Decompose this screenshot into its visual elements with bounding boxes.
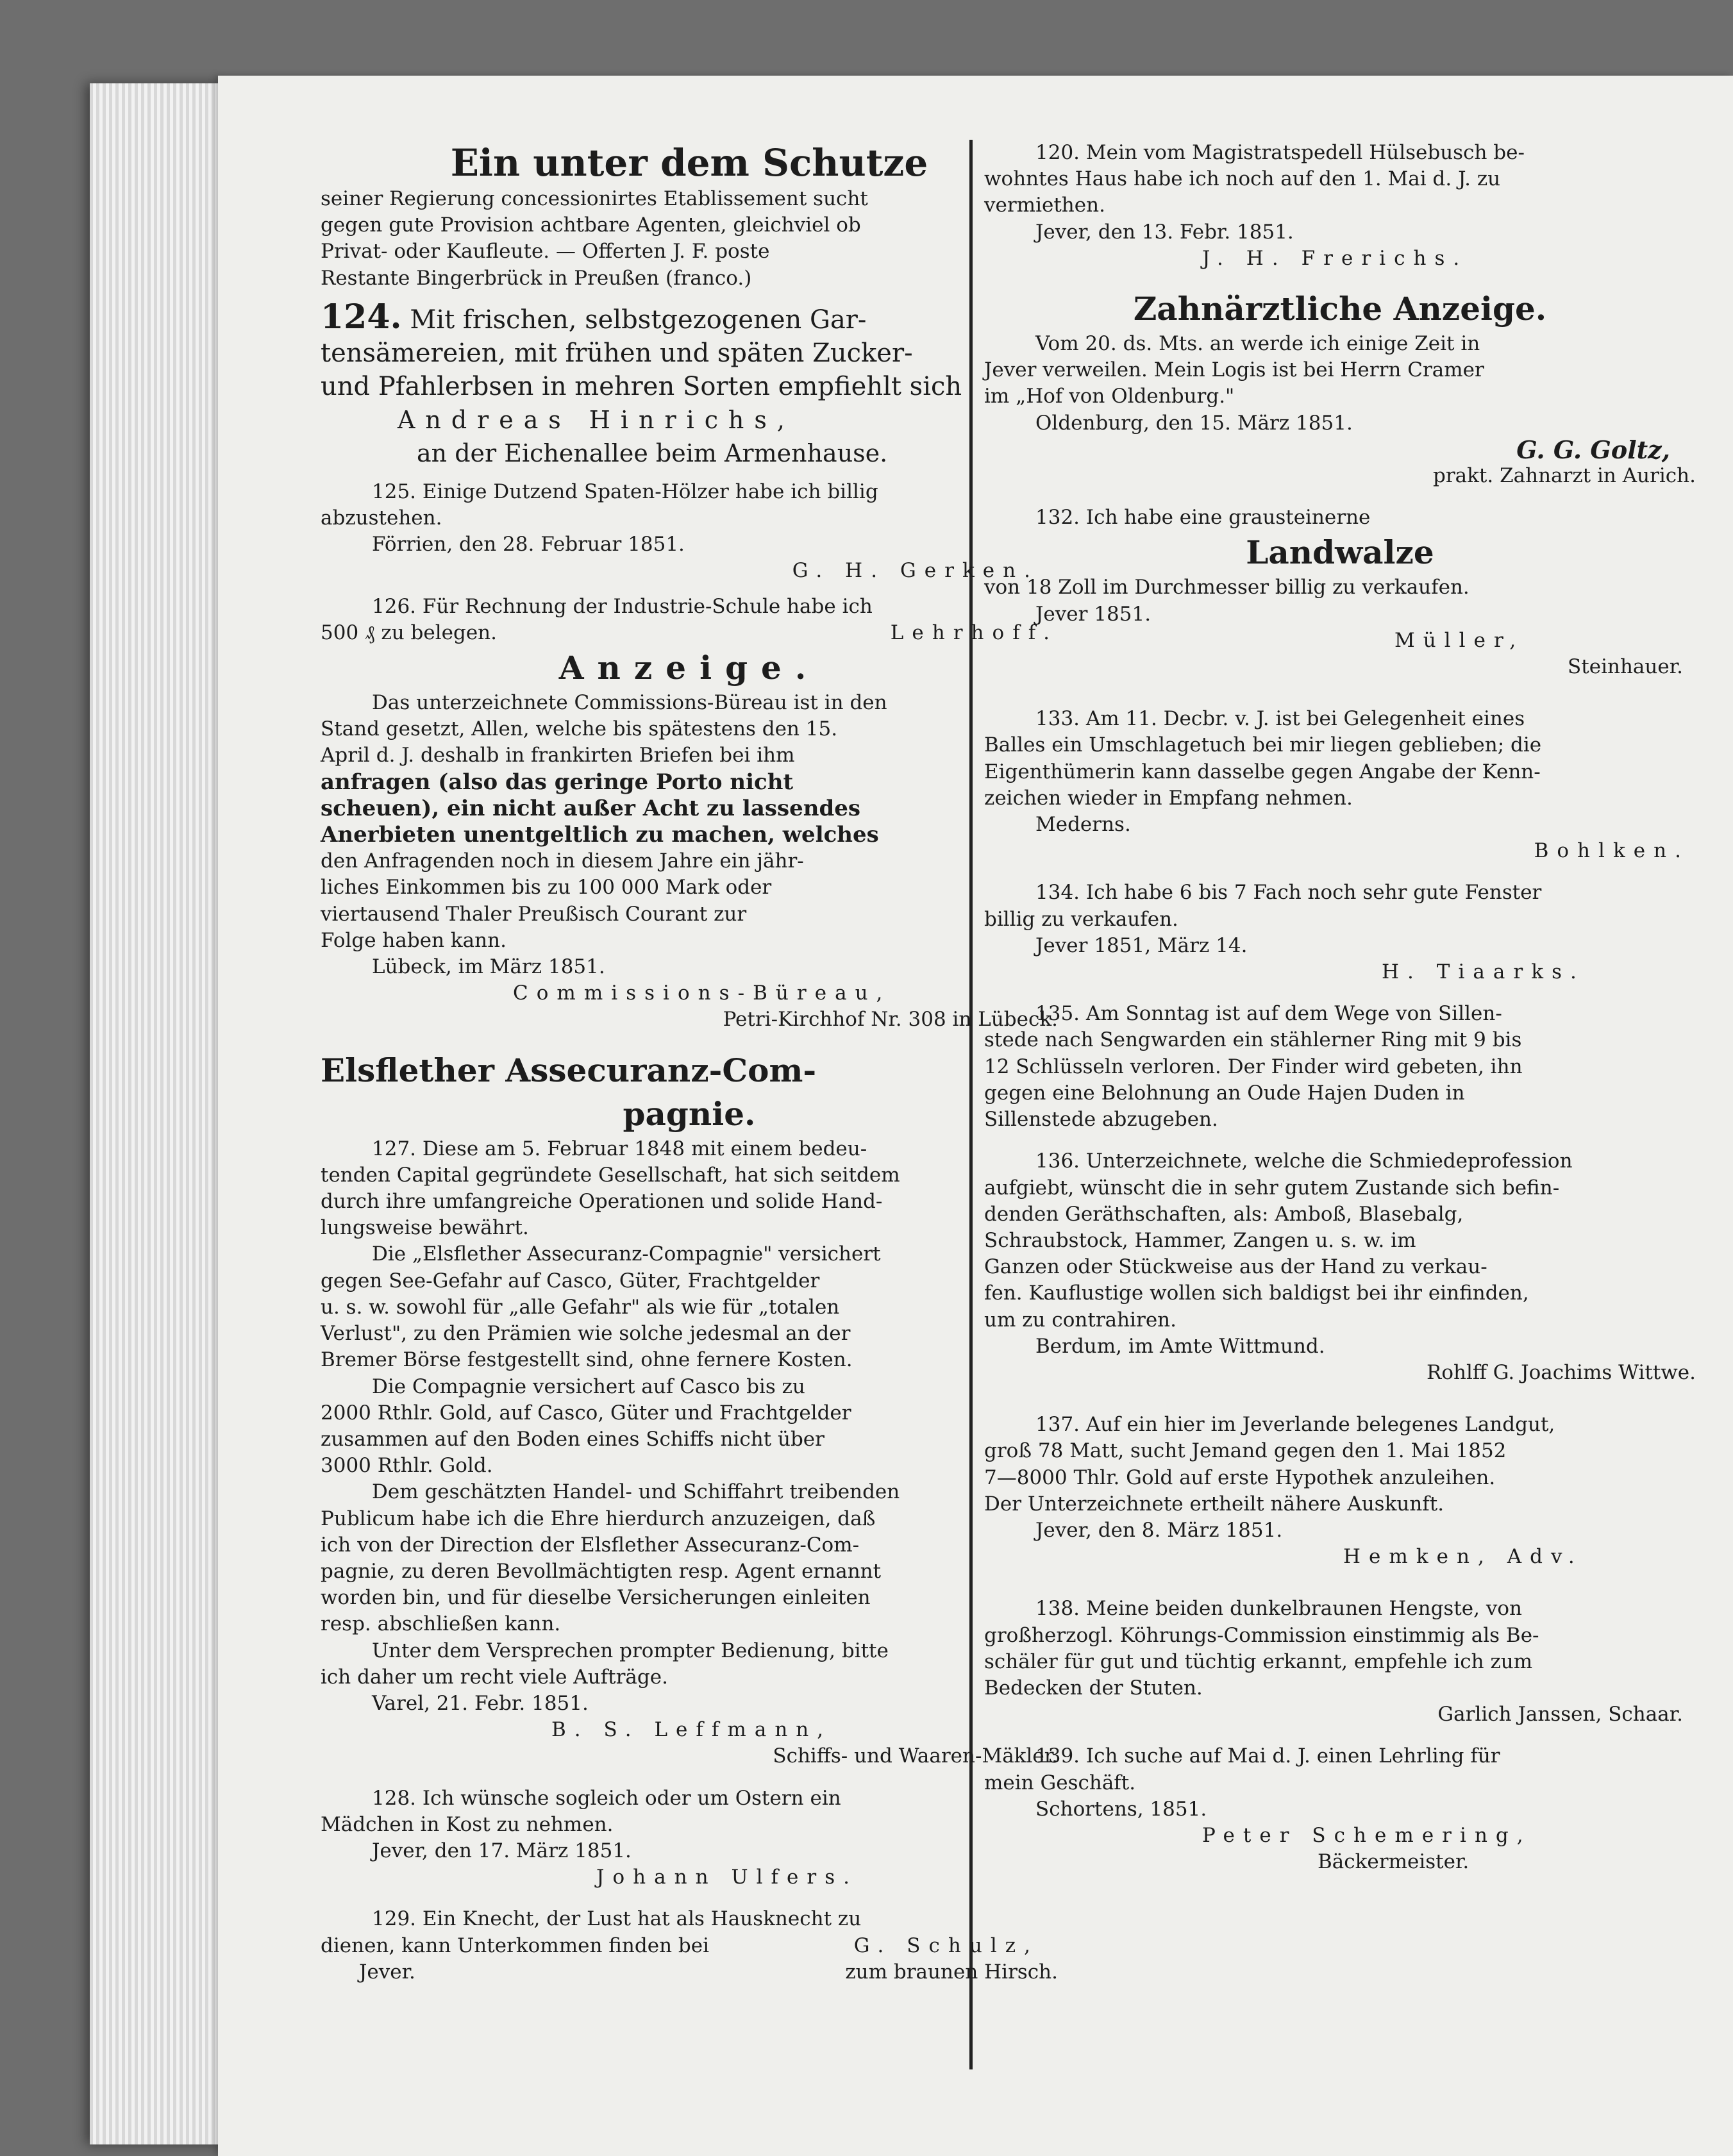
signature: Peter Schemering, xyxy=(1202,1823,1532,1847)
text-line: Stand gesetzt, Allen, welche bis spätestens den 15. xyxy=(321,717,838,741)
text-line: mein Geschäft. xyxy=(984,1771,1136,1794)
text-line: u. s. w. sowohl für „alle Gefahr" als wie für „totalen xyxy=(321,1295,840,1319)
text-line: 136. Unterzeichnete, welche die Schmiedeprofession xyxy=(1035,1149,1573,1173)
text-line: 135. Am Sonntag ist auf dem Wege von Sillen- xyxy=(1035,1002,1502,1026)
text-line: Sillenstede abzugeben. xyxy=(984,1108,1218,1132)
text-line: abzustehen. xyxy=(321,506,442,530)
text-line: billig zu verkaufen. xyxy=(984,907,1178,931)
text-line: Das unterzeichnete Commissions-Büreau ist in den xyxy=(372,691,887,715)
signature: G. G. Goltz, xyxy=(1516,435,1670,464)
text-line: Bremer Börse festgestellt sind, ohne fernere Kosten. xyxy=(321,1348,853,1372)
text-line: aufgiebt, wünscht die in sehr gutem Zustande sich befin- xyxy=(984,1176,1560,1199)
text-line: 3000 Rthlr. Gold. xyxy=(321,1454,493,1478)
text-line: Vom 20. ds. Mts. an werde ich einige Zeit in xyxy=(1035,332,1480,356)
signature-address: zum braunen Hirsch. xyxy=(845,1960,1058,1984)
text-line: 139. Ich suche auf Mai d. J. einen Lehrling für xyxy=(1035,1744,1500,1768)
text-line: gegen See-Gefahr auf Casco, Güter, Frachtgelder xyxy=(321,1269,820,1292)
text-line: tenden Capital gegründete Gesellschaft, hat sich seitdem xyxy=(321,1163,900,1187)
signature: J. H. Frerichs. xyxy=(1202,246,1468,270)
dateline: Oldenburg, den 15. März 1851. xyxy=(1035,411,1353,435)
text-line: seiner Regierung concessionirtes Etablissement sucht xyxy=(321,187,868,210)
ad-heading-zahnarzt: Zahnärztliche Anzeige. xyxy=(1133,290,1547,328)
dateline: Varel, 21. Febr. 1851. xyxy=(372,1691,589,1715)
text-line: 137. Auf ein hier im Jeverlande belegenes Landgut, xyxy=(1035,1413,1555,1437)
signature: Commissions-Büreau, xyxy=(513,982,891,1005)
right-column xyxy=(984,140,1696,1875)
dateline: Jever, den 13. Febr. 1851. xyxy=(1035,220,1294,244)
text-line: Bedecken der Stuten. xyxy=(984,1676,1203,1700)
text-line: 12 Schlüsseln verloren. Der Finder wird gebeten, ihn xyxy=(984,1055,1523,1078)
text-line: 129. Ein Knecht, der Lust hat als Hausknecht zu xyxy=(372,1907,862,1931)
text-line: Jever verweilen. Mein Logis ist bei Herrn Cramer xyxy=(984,358,1484,382)
text-line: groß 78 Matt, sucht Jemand gegen den 1. Mai 1852 xyxy=(984,1439,1507,1463)
text-line: Anerbieten unentgeltlich zu machen, welches xyxy=(321,822,879,848)
signature: Bohlken. xyxy=(1534,839,1689,863)
ad-heading-elsflether-2: pagnie. xyxy=(623,1094,756,1133)
text-line: Publicum habe ich die Ehre hierdurch anzuzeigen, daß xyxy=(321,1507,876,1530)
text-line: zeichen wieder in Empfang nehmen. xyxy=(984,786,1353,810)
ad-number: 124. xyxy=(321,297,402,337)
text-line: resp. abschließen kann. xyxy=(321,1612,561,1636)
signature: Garlich Janssen, Schaar. xyxy=(1437,1703,1683,1726)
signature: Johann Ulfers. xyxy=(596,1866,858,1889)
text-line: 120. Mein vom Magistratspedell Hülsebusch be- xyxy=(1035,141,1525,164)
text-line: um zu contrahiren. xyxy=(984,1308,1176,1332)
signature-title: Steinhauer. xyxy=(1568,655,1683,679)
text-line: zusammen auf den Boden eines Schiffs nicht über xyxy=(321,1427,825,1451)
dateline: Lübeck, im März 1851. xyxy=(372,955,605,979)
text-line: 125. Einige Dutzend Spaten-Hölzer habe ich billig xyxy=(372,480,878,503)
dateline: Berdum, im Amte Wittmund. xyxy=(1035,1334,1325,1358)
text-line: worden bin, und für dieselbe Versicherungen einleiten xyxy=(321,1586,871,1610)
text-line: 134. Ich habe 6 bis 7 Fach noch sehr gute Fenster xyxy=(1035,881,1542,905)
text-line: Restante Bingerbrück in Preußen (franco.) xyxy=(321,266,752,290)
left-column xyxy=(321,140,1058,1985)
dateline: Jever, den 17. März 1851. xyxy=(372,1839,632,1862)
text-line: April d. J. deshalb in frankirten Briefen bei ihm xyxy=(321,744,795,767)
text-line: durch ihre umfangreiche Operationen und solide Hand- xyxy=(321,1190,883,1214)
text-line: Unter dem Versprechen prompter Bedienung, bitte xyxy=(372,1639,889,1662)
signature-title: Bäckermeister. xyxy=(1318,1850,1469,1874)
text-line: Verlust", zu den Prämien wie solche jedesmal an der xyxy=(321,1322,851,1346)
dateline: Schortens, 1851. xyxy=(1035,1797,1207,1821)
signature: Rohlff G. Joachims Wittwe. xyxy=(1427,1360,1696,1384)
text-line: 7—8000 Thlr. Gold auf erste Hypothek anzuleihen. xyxy=(984,1466,1496,1489)
signature: Hemken, Adv. xyxy=(1343,1545,1583,1569)
text-line: schäler für gut und tüchtig erkannt, empfehle ich zum xyxy=(984,1650,1533,1673)
advertiser-name: Andreas Hinrichs, xyxy=(398,405,795,434)
text-line: ich daher um recht viele Aufträge. xyxy=(321,1665,668,1689)
dateline: Jever 1851. xyxy=(1035,602,1151,626)
dateline: Jever, den 8. März 1851. xyxy=(1035,1518,1283,1542)
text-line: 132. Ich habe eine grausteinerne xyxy=(1035,506,1371,530)
text-line: lungsweise bewährt. xyxy=(321,1216,529,1240)
newspaper-page xyxy=(218,76,1733,2156)
text-line: stede nach Sengwarden ein stählerner Ring mit 9 bis xyxy=(984,1028,1522,1052)
text-line: fen. Kauflustige wollen sich baldigst bei ihr einfinden, xyxy=(984,1282,1529,1305)
text-line: denden Geräthschaften, als: Amboß, Blasebalg, xyxy=(984,1202,1464,1226)
text-line: den Anfragenden noch in diesem Jahre ein jähr- xyxy=(321,849,804,873)
text-line: 126. Für Rechnung der Industrie-Schule habe ich xyxy=(372,594,873,618)
signature: G. H. Gerken. xyxy=(792,559,1039,583)
text-line: Ganzen oder Stückweise aus der Hand zu verkau- xyxy=(984,1255,1487,1279)
text-line: Die „Elsflether Assecuranz-Compagnie" versichert xyxy=(372,1242,881,1266)
text-line: und Pfahlerbsen in mehren Sorten empfiehlt sich xyxy=(321,371,962,401)
text-line: Schraubstock, Hammer, Zangen u. s. w. im xyxy=(984,1228,1416,1252)
text-line: Jever. zum braunen Hirsch. xyxy=(321,1959,1058,1985)
text-line: an der Eichenallee beim Armenhause. xyxy=(417,439,888,467)
signature: G. Schulz, xyxy=(853,1934,1039,1957)
dateline: Jever 1851, März 14. xyxy=(1035,933,1248,957)
text-line: gegen gute Provision achtbare Agenten, gleichviel ob xyxy=(321,213,861,237)
ad-124-first-line: 124. Mit frischen, selbstgezogenen Gar- xyxy=(321,297,867,337)
text-line: von 18 Zoll im Durchmesser billig zu verkaufen. xyxy=(984,576,1469,599)
text-line: 138. Meine beiden dunkelbraunen Hengste, von xyxy=(1035,1597,1522,1621)
text-line: im „Hof von Oldenburg." xyxy=(984,385,1235,408)
text-line: großherzogl. Köhrungs-Commission einstimmig als Be- xyxy=(984,1623,1539,1647)
text-line: dienen, kann Unterkommen finden bei G. Schulz, xyxy=(321,1933,1058,1959)
text-line: liches Einkommen bis zu 100 000 Mark oder xyxy=(321,876,772,899)
signature-title: Schiffs- und Waaren-Mäkler. xyxy=(773,1744,1058,1768)
text-line: Privat- oder Kaufleute. — Offerten J. F. poste xyxy=(321,240,770,263)
signature: H. Tiaarks. xyxy=(1382,960,1585,984)
text-line: Die Compagnie versichert auf Casco bis zu xyxy=(372,1375,805,1398)
text-line: Folge haben kann. xyxy=(321,928,507,952)
text-line: wohntes Haus habe ich noch auf den 1. Mai d. J. zu xyxy=(984,167,1501,191)
text-line: 127. Diese am 5. Februar 1848 mit einem bedeu- xyxy=(372,1137,867,1160)
text-line: Dem geschätzten Handel- und Schiffahrt treibenden xyxy=(372,1480,900,1504)
text-line: ich von der Direction der Elsflether Assecuranz-Com- xyxy=(321,1533,860,1557)
text-line: anfragen (also das geringe Porto nicht xyxy=(321,769,794,795)
text-line: Balles ein Umschlagetuch bei mir liegen geblieben; die xyxy=(984,733,1542,757)
text-line: gegen eine Belohnung an Oude Hajen Duden in xyxy=(984,1081,1465,1105)
text-line: Eigenthümerin kann dasselbe gegen Angabe der Kenn- xyxy=(984,760,1541,783)
signature: B. S. Leffmann, xyxy=(551,1718,832,1742)
ad-heading-landwalze: Landwalze xyxy=(1246,533,1434,572)
text-line: scheuen), ein nicht außer Acht zu lassendes xyxy=(321,795,861,821)
ad-heading-schutze: Ein unter dem Schutze xyxy=(450,141,928,185)
signature: Müller, xyxy=(1394,628,1525,652)
text-line: Mädchen in Kost zu nehmen. xyxy=(321,1812,614,1836)
dateline: Förrien, den 28. Februar 1851. xyxy=(372,533,685,556)
text-line: 500 ₰ zu belegen. Lehrhoff. xyxy=(321,620,1058,646)
dateline: Mederns. xyxy=(1035,813,1131,837)
text-line: pagnie, zu deren Bevollmächtigten resp. Agent ernannt xyxy=(321,1559,882,1583)
text-line: 133. Am 11. Decbr. v. J. ist bei Gelegenheit eines xyxy=(1035,707,1525,731)
text-line: viertausend Thaler Preußisch Courant zur xyxy=(321,902,747,926)
signature-title: prakt. Zahnarzt in Aurich. xyxy=(1433,464,1696,488)
text-line: 2000 Rthlr. Gold, auf Casco, Güter und Frachtgelder xyxy=(321,1401,851,1425)
text-line: tensämereien, mit frühen und späten Zucker- xyxy=(321,338,913,368)
ad-heading-anzeige: Anzeige. xyxy=(558,649,820,687)
text-line: Der Unterzeichnete ertheilt nähere Auskunft. xyxy=(984,1492,1444,1516)
ad-heading-elsflether: Elsflether Assecuranz-Com- xyxy=(321,1051,817,1089)
signature-address: Petri-Kirchhof Nr. 308 in Lübeck. xyxy=(723,1008,1058,1032)
book-page-edges xyxy=(90,83,224,2144)
text-line: 128. Ich wünsche sogleich oder um Ostern ein xyxy=(372,1786,841,1810)
signature: Lehrhoff. xyxy=(890,621,1058,644)
text-line: vermiethen. xyxy=(984,194,1105,217)
